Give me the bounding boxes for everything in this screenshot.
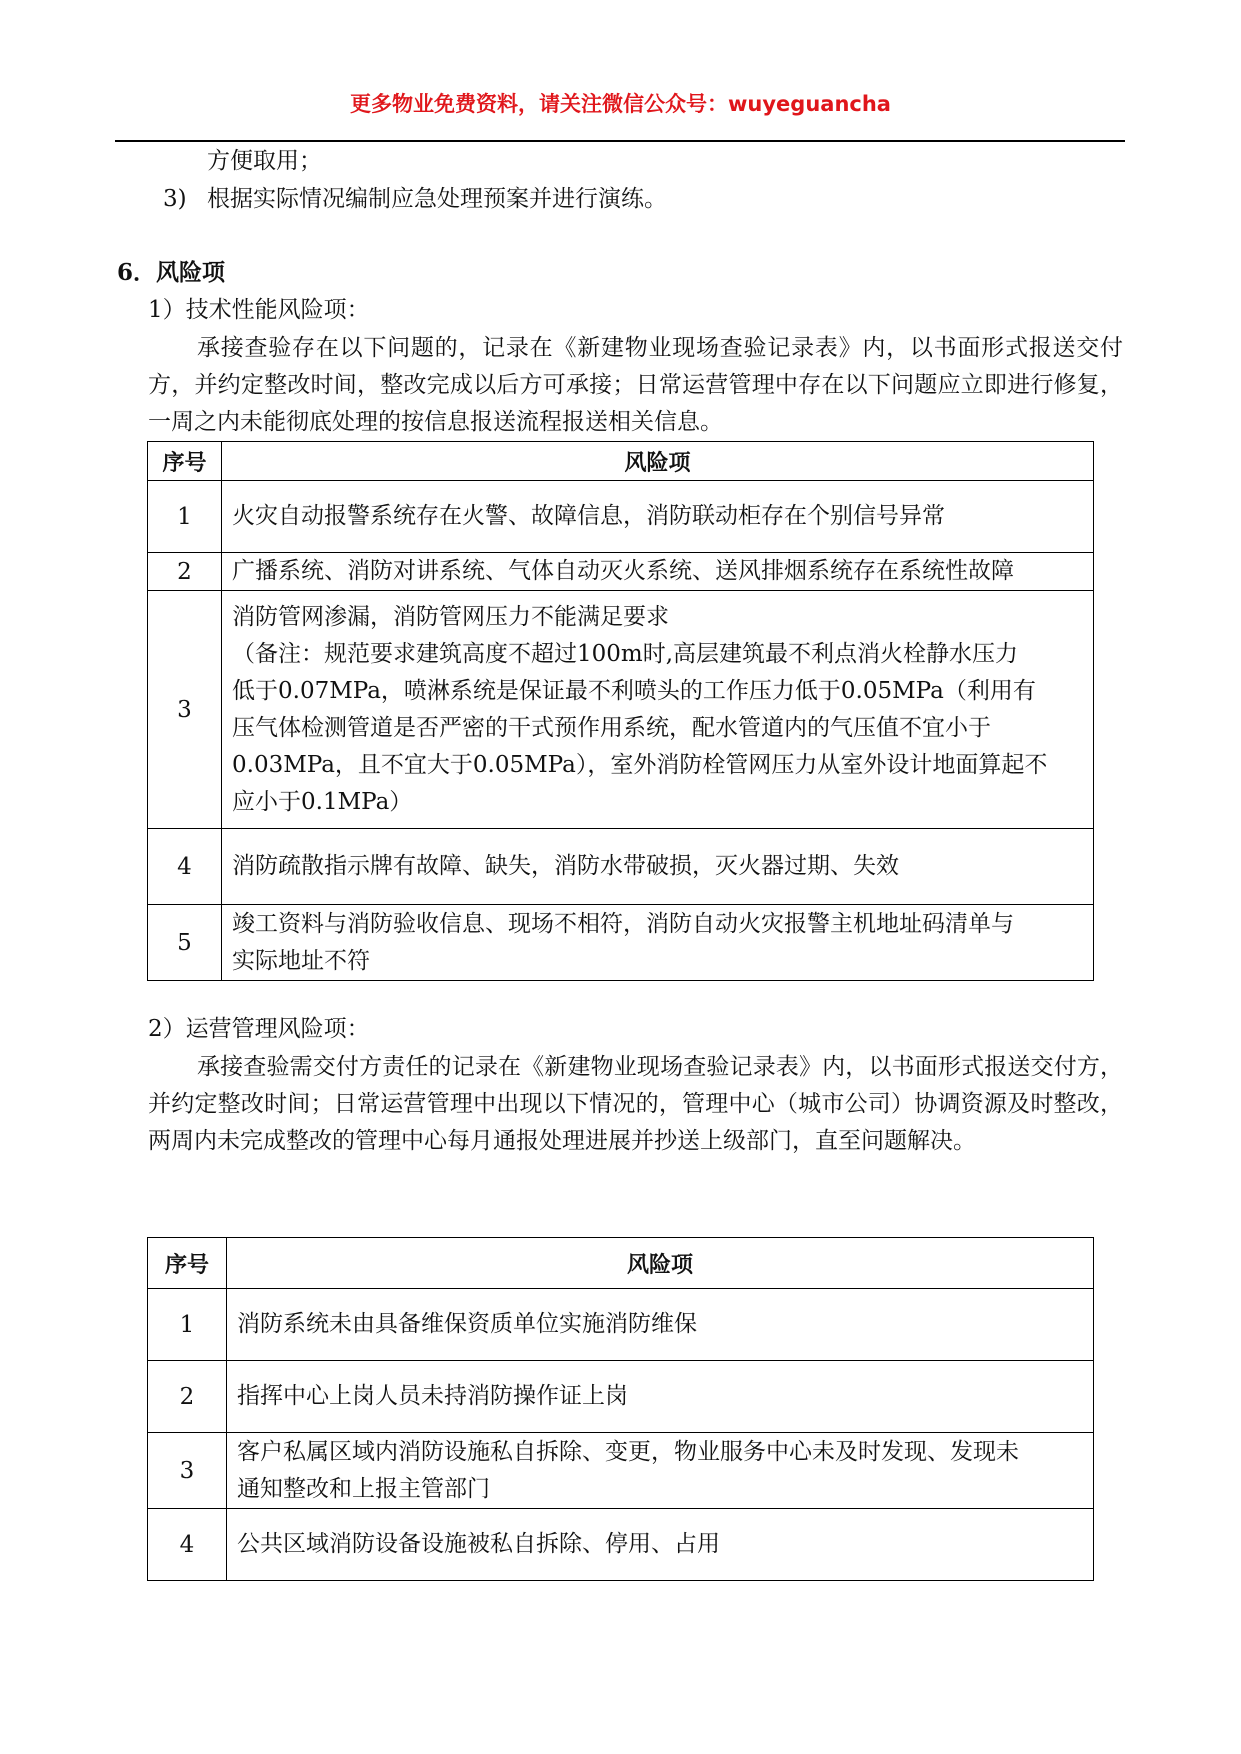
list-item-text: 根据实际情况编制应急处理预案并进行演练。 — [207, 186, 667, 212]
paragraph-technical: 承接查验存在以下问题的，记录在《新建物业现场查验记录表》内，以书面形式报送交付方，并约定整改时间，整改完成以后方可承接；日常运营管理中存在以下问题应立即进行修复，一周之内未能彻底处理的按信息报送流程报送相关信息。 — [148, 335, 1123, 435]
risk-item-line: 公共区域消防设备设施被私自拆除、停用、占用 — [237, 1531, 720, 1557]
table-row — [148, 553, 1094, 591]
risk-item-text — [227, 1289, 1094, 1361]
risk-item-text — [222, 553, 1094, 591]
table-row — [148, 1433, 1094, 1509]
risk-item-line: 实际地址不符 — [232, 947, 370, 974]
risk-item-line: 应小于0.1MPa） — [232, 788, 413, 815]
row-number: 4 — [148, 829, 222, 905]
table-row — [148, 591, 1094, 829]
risk-item-text — [227, 1433, 1094, 1509]
column-header-risk-item: 风险项 — [227, 1238, 1094, 1289]
table-header-row — [148, 1238, 1094, 1289]
risk-item-line: 广播系统、消防对讲系统、气体自动灭火系统、送风排烟系统存在系统性故障 — [232, 558, 1014, 584]
risk-item-line: 火灾自动报警系统存在火警、故障信息，消防联动柜存在个别信号异常 — [232, 503, 945, 529]
header-divider — [115, 140, 1125, 142]
column-header-number: 序号 — [148, 1238, 227, 1289]
list-number: 3) — [163, 186, 187, 212]
row-number: 2 — [148, 553, 222, 591]
risk-item-line: 指挥中心上岗人员未持消防操作证上岗 — [237, 1383, 628, 1409]
row-number: 3 — [148, 1433, 227, 1509]
row-number: 1 — [148, 481, 222, 553]
row-number: 4 — [148, 1509, 227, 1581]
risk-item-line: 消防系统未由具备维保资质单位实施消防维保 — [237, 1311, 697, 1337]
row-number: 3 — [148, 591, 222, 829]
risk-item-line: （备注：规范要求建筑高度不超过100m时,高层建筑最不利点消火栓静水压力 — [232, 640, 1019, 667]
table-header-row — [148, 442, 1094, 481]
row-number: 2 — [148, 1361, 227, 1433]
header-note: 更多物业免费资料，请关注微信公众号：wuyeguancha — [350, 92, 891, 116]
table-row — [148, 1289, 1094, 1361]
risk-item-text — [222, 591, 1094, 829]
risk-item-line: 消防管网渗漏，消防管网压力不能满足要求 — [232, 603, 669, 630]
table-row — [148, 1361, 1094, 1433]
risk-item-line: 消防疏散指示牌有故障、缺失，消防水带破损，灭火器过期、失效 — [232, 853, 899, 879]
section-title: 6．风险项 — [117, 259, 226, 286]
subsection-title-technical: 1）技术性能风险项： — [148, 297, 370, 323]
risk-item-line: 通知整改和上报主管部门 — [237, 1475, 490, 1502]
risk-item-text — [222, 905, 1094, 981]
table-row — [148, 1509, 1094, 1581]
risk-table-technical — [147, 441, 1094, 981]
risk-item-line: 0.03MPa，且不宜大于0.05MPa），室外消防栓管网压力从室外设计地面算起不 — [232, 751, 1048, 778]
risk-table-operations — [147, 1237, 1094, 1581]
risk-item-text — [222, 481, 1094, 553]
row-number: 5 — [148, 905, 222, 981]
risk-item-text — [222, 829, 1094, 905]
risk-item-text — [227, 1509, 1094, 1581]
column-header-risk-item: 风险项 — [222, 442, 1094, 481]
subsection-title-operations: 2）运营管理风险项： — [148, 1016, 370, 1042]
column-header-number: 序号 — [148, 442, 222, 481]
intro-continuation: 方便取用； — [207, 148, 322, 174]
risk-item-line: 低于0.07MPa，喷淋系统是保证最不利喷头的工作压力低于0.05MPa（利用有 — [232, 677, 1036, 704]
table-row — [148, 829, 1094, 905]
table-row — [148, 481, 1094, 553]
risk-item-line: 压气体检测管道是否严密的干式预作用系统，配水管道内的气压值不宜小于 — [232, 714, 991, 741]
paragraph-operations: 承接查验需交付方责任的记录在《新建物业现场查验记录表》内，以书面形式报送交付方，并约定整改时间；日常运营管理中出现以下情况的，管理中心（城市公司）协调资源及时整改，两周内未完成整改的管理中心每月通报处理进展并抄送上级部门，直至问题解决。 — [148, 1054, 1123, 1154]
row-number: 1 — [148, 1289, 227, 1361]
table-row — [148, 905, 1094, 981]
risk-item-line: 客户私属区域内消防设施私自拆除、变更，物业服务中心未及时发现、发现未 — [237, 1438, 1019, 1465]
risk-item-line: 竣工资料与消防验收信息、现场不相符，消防自动火灾报警主机地址码清单与 — [232, 910, 1014, 937]
risk-item-text — [227, 1361, 1094, 1433]
